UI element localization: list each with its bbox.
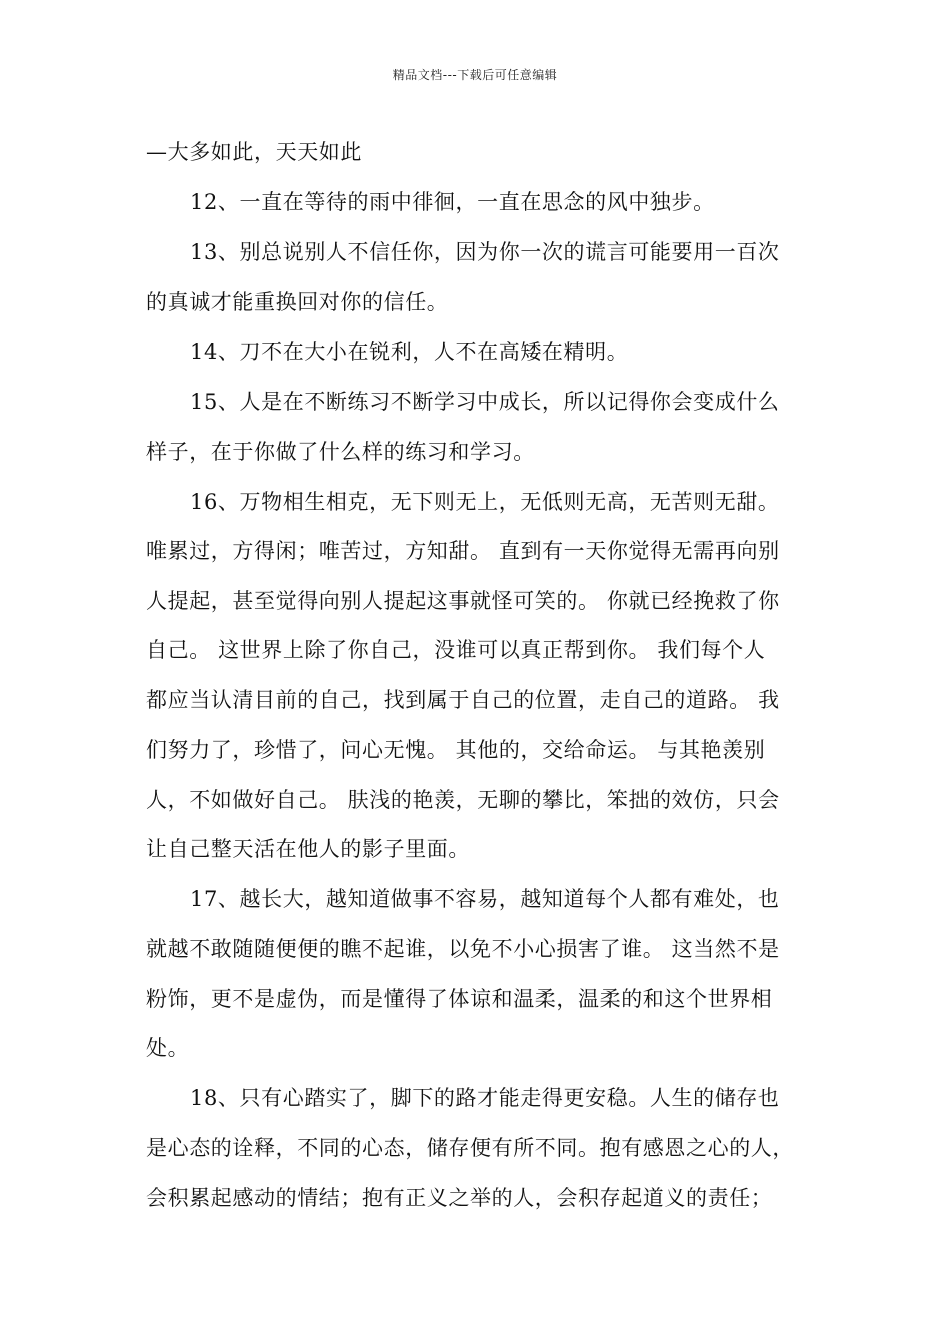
paragraph-line: 让自己整天活在他人的影子里面。 [146, 837, 470, 861]
paragraph-line: 16、万物相生相克，无下则无上，无低则无高，无苦则无甜。 [190, 490, 780, 514]
paragraph-line: 处。 [146, 1036, 190, 1060]
paragraph-line: 人，不如做好自己。 肤浅的艳羡，无聊的攀比，笨拙的效仿，只会 [146, 788, 780, 812]
paragraph-line: 样子，在于你做了什么样的练习和学习。 [146, 440, 535, 464]
paragraph-line: 18、只有心踏实了，脚下的路才能走得更安稳。人生的储存也 [190, 1086, 780, 1110]
paragraph-line: 人提起，甚至觉得向别人提起这事就怪可笑的。 你就已经挽救了你 [146, 589, 780, 613]
page-header: 精品文档---下载后可任意编辑 [392, 68, 558, 82]
paragraph-line: 14、刀不在大小在锐利，人不在高矮在精明。 [190, 340, 629, 364]
paragraph-line: 就越不敢随随便便的瞧不起谁，以免不小心损害了谁。 这当然不是 [146, 937, 780, 961]
paragraph-line: —大多如此，天天如此 [146, 140, 362, 164]
paragraph-line: 会积累起感动的情结；抱有正义之举的人，会积存起道义的责任； [146, 1186, 773, 1210]
paragraph-line: 17、越长大，越知道做事不容易，越知道每个人都有难处，也 [190, 887, 780, 911]
paragraph-line: 都应当认清目前的自己，找到属于自己的位置，走自己的道路。 我 [146, 688, 780, 712]
paragraph-line: 粉饰，更不是虚伪，而是懂得了体谅和温柔，温柔的和这个世界相 [146, 987, 773, 1011]
paragraph-line: 12、一直在等待的雨中徘徊，一直在思念的风中独步。 [190, 190, 715, 214]
paragraph-line: 15、人是在不断练习不断学习中成长，所以记得你会变成什么 [190, 390, 780, 414]
paragraph-line: 13、别总说别人不信任你，因为你一次的谎言可能要用一百次 [190, 240, 780, 264]
paragraph-line: 的真诚才能重换回对你的信任。 [146, 290, 449, 314]
paragraph-line: 自己。 这世界上除了你自己，没谁可以真正帮到你。 我们每个人 [146, 638, 766, 662]
paragraph-line: 们努力了，珍惜了，问心无愧。 其他的，交给命运。 与其艳羡别 [146, 738, 766, 762]
paragraph-line: 唯累过，方得闲；唯苦过，方知甜。 直到有一天你觉得无需再向别 [146, 539, 780, 563]
paragraph-line: 是心态的诠释，不同的心态，储存便有所不同。抱有感恩之心的人， [146, 1136, 794, 1160]
